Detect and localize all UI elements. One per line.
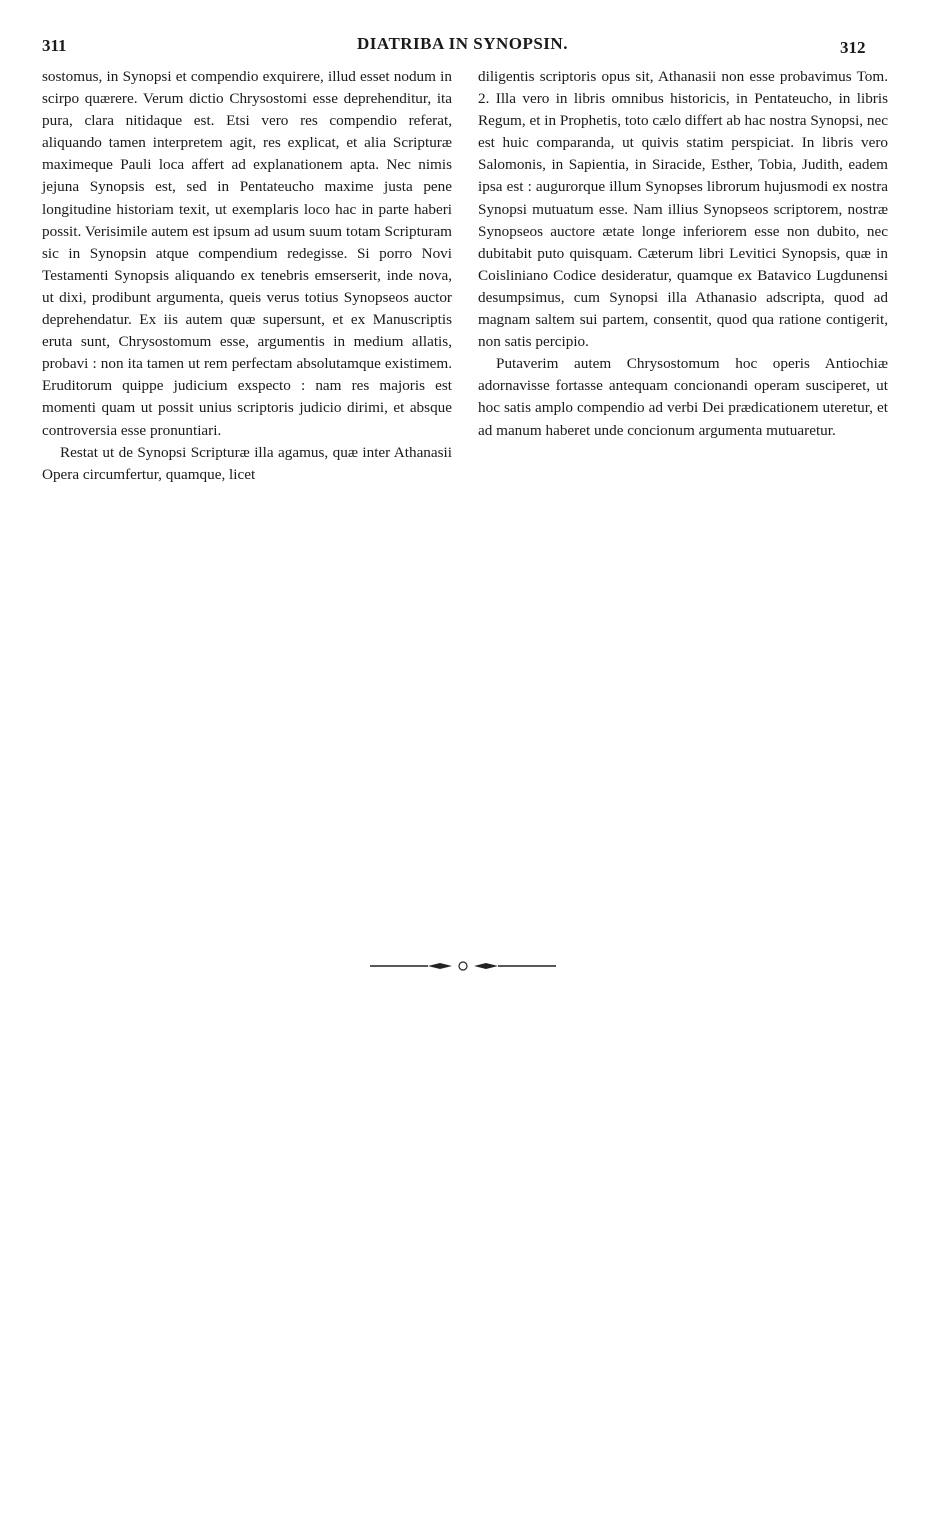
divider-ornament-icon — [370, 957, 556, 975]
running-title: DIATRIBA IN SYNOPSIN. — [357, 34, 568, 53]
left-paragraph-1: sostomus, in Synopsi et compendio exquirere, illud esset nodum in scirpo quærere. Verum dictio Chrysostomi esse deprehenditur, ita pura, clara nitidaque est. Etsi vero res compendio referat, aliquando tamen interpretem agit, res explicat, et alia Scripturæ maximeque Pauli loca affert ad explanationem apta. Nec nimis jejuna Synopsis est, sed in Pentateucho maxime justa pene longitudine historiam texit, ut exemplaris loco hac in parte haberi possit. Verisimile autem est ipsum ad usum suum totam Scripturam sic in Synopsin atque compendium redegisse. Si porro Novi Testamenti Synopsis aliquando ex tenebris emserserit, inde nova, ut dixi, prodibunt argumenta, queis verus totius Synopseos auctor deprehendatur. Ex iis autem quæ supersunt, et ex Manuscriptis eruta sunt, Chrysostomum esse, argumentis in medium allatis, probavi : non ita tamen ut rem perfectam absolutamque existimem. Eruditorum quippe judicium exspecto : nam res majoris est momenti quam ut possit unius scriptoris judicio dirimi, et absque controversia esse pronuntiari. — [42, 68, 452, 439]
right-paragraph-1: diligentis scriptoris opus sit, Athanasii non esse probavimus Tom. 2. Illa vero in libris omnibus historicis, in Pentateucho, in libris Regum, et in Prophetis, toto cælo differt ab hac nostra Synopsi, nec est huic comparanda, ut quivis statim perspiciat. In libris vero Salomonis, in Sapientia, in Siracide, Esther, Tobia, Judith, eadem ipsa est : augurorque illum Synopses librorum hujusmodi ex nostra Synopsi mutuatum esse. Nam illius Synopseos scriptorem, nostræ Synopseos auctore ætate longe inferiorem esse non dubito, nec dubitabit puto quisquam. Cæterum libri Levitici Synopsis, quæ in Coisliniano Codice desideratur, quamque ex Batavico Lugdunensi desumpsimus, cum Synopsi illa Athanasio adscripta, quod ad magnam saltem sui partem, consentit, quod qua ratione contigerit, non satis percipio. — [478, 68, 888, 351]
right-paragraph-2: Putaverim autem Chrysostomum hoc operis Antiochiæ adornavisse fortasse antequam concionandi operam susciperet, ut hoc satis amplo compendio ad verbi Dei prædicationem uteretur, et ad manum haberet unde concionum argumenta mutuaretur. — [478, 355, 888, 439]
page-number-right: 312 — [840, 38, 866, 57]
left-column — [42, 66, 452, 486]
page-number-left: 311 — [42, 36, 67, 55]
running-header — [0, 34, 925, 60]
right-column — [478, 66, 888, 442]
left-paragraph-2: Restat ut de Synopsi Scripturæ illa agamus, quæ inter Athanasii Opera circumfertur, quamque, licet — [42, 443, 452, 483]
